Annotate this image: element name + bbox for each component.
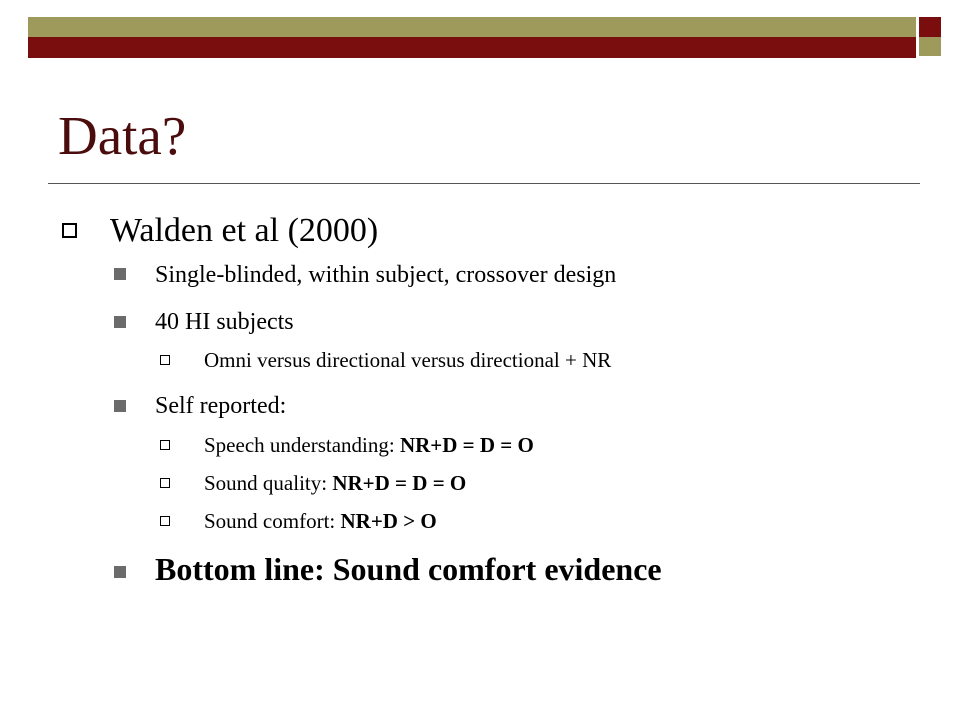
bullet-self-reported: Self reported: bbox=[155, 393, 287, 419]
hollow-square-bullet-icon bbox=[160, 440, 170, 450]
bullet-design: Single-blinded, within subject, crossover design bbox=[155, 262, 617, 288]
quality-result: NR+D = D = O bbox=[332, 471, 467, 495]
hollow-square-bullet-icon bbox=[160, 478, 170, 488]
sub-bullet-omni: Omni versus directional versus directional + NR bbox=[204, 348, 612, 372]
solid-square-bullet-icon bbox=[114, 400, 126, 412]
heading-bullet: Walden et al (2000) bbox=[110, 212, 379, 249]
hollow-square-bullet-icon bbox=[160, 355, 170, 365]
speech-label: Speech understanding: bbox=[204, 433, 400, 457]
sub-bullet-speech bbox=[204, 433, 534, 458]
solid-square-bullet-icon bbox=[114, 268, 126, 280]
sub-bullet-quality bbox=[204, 471, 466, 496]
hollow-square-bullet-icon bbox=[160, 516, 170, 526]
comfort-label: Sound comfort: bbox=[204, 509, 341, 533]
quality-label: Sound quality: bbox=[204, 471, 333, 495]
speech-result: NR+D = D = O bbox=[399, 433, 534, 457]
bullet-bottom-line: Bottom line: Sound comfort evidence bbox=[155, 551, 662, 587]
sub-bullet-comfort bbox=[204, 509, 437, 534]
solid-square-bullet-icon bbox=[114, 316, 126, 328]
bullet-subjects: 40 HI subjects bbox=[155, 309, 294, 335]
hollow-square-bullet-icon bbox=[62, 223, 77, 238]
solid-square-bullet-icon bbox=[114, 566, 126, 578]
comfort-result: NR+D > O bbox=[340, 509, 437, 533]
slide-title: Data? bbox=[58, 105, 187, 166]
